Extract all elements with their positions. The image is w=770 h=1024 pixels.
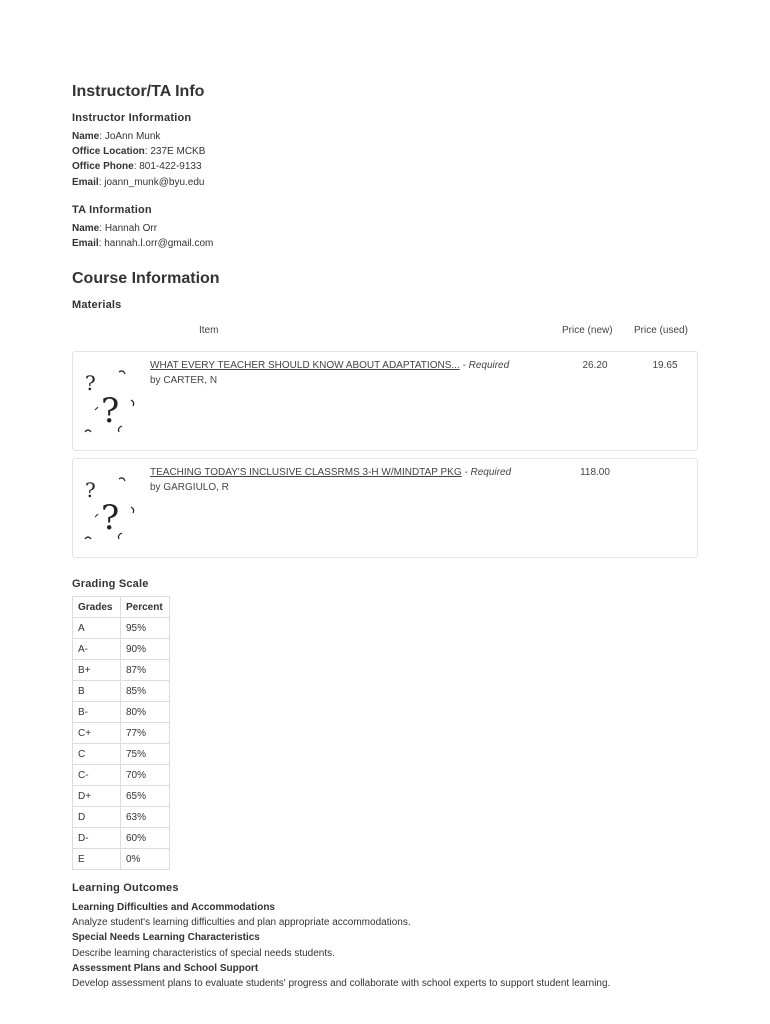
- grading-scale-table: [72, 596, 170, 870]
- material-title-link[interactable]: TEACHING TODAY'S INCLUSIVE CLASSRMS 3-H W/MINDTAP PKG: [150, 467, 462, 478]
- svg-text:?: ?: [101, 391, 120, 431]
- table-row: [73, 702, 170, 723]
- table-row: [73, 660, 170, 681]
- email-label: Email: [72, 177, 99, 188]
- grade-cell: D-: [73, 828, 121, 849]
- grade-cell: A-: [73, 639, 121, 660]
- ta-email: hannah.l.orr@gmail.com: [104, 238, 214, 249]
- table-row: [73, 639, 170, 660]
- grade-cell: C+: [73, 723, 121, 744]
- grade-cell: C-: [73, 765, 121, 786]
- missing-image-icon: [83, 360, 143, 436]
- table-row: [73, 681, 170, 702]
- instructor-office-line: Office Location: 237E MCKB: [72, 146, 206, 157]
- material-author: by CARTER, N: [150, 375, 218, 386]
- instructor-name-line: Name: JoAnn Munk: [72, 131, 161, 142]
- ta-name-line: Name: Hannah Orr: [72, 223, 158, 234]
- material-title-link[interactable]: WHAT EVERY TEACHER SHOULD KNOW ABOUT ADAPTATIONS...: [150, 360, 460, 371]
- grade-cell: D+: [73, 786, 121, 807]
- instructor-phone: 801-422-9133: [139, 161, 202, 172]
- office-phone-label: Office Phone: [72, 161, 134, 172]
- svg-text:?: ?: [85, 371, 96, 395]
- ta-name: Hannah Orr: [104, 223, 158, 234]
- percent-cell: 65%: [121, 786, 170, 807]
- percent-cell: 77%: [121, 723, 170, 744]
- percent-cell: 63%: [121, 807, 170, 828]
- instructor-email: joann_munk@byu.edu: [104, 177, 205, 188]
- email-label: Email: [72, 238, 99, 249]
- material-price-new: 26.20: [582, 360, 608, 371]
- percent-cell: 85%: [121, 681, 170, 702]
- missing-image-icon: [83, 467, 143, 543]
- material-item: [72, 458, 698, 558]
- instructor-office: 237E MCKB: [150, 146, 206, 157]
- percent-cell: 90%: [121, 639, 170, 660]
- course-info-heading: Course Information: [72, 270, 220, 287]
- instructor-info-heading: Instructor Information: [72, 112, 192, 124]
- grade-cell: C: [73, 744, 121, 765]
- percent-cell: 87%: [121, 660, 170, 681]
- materials-col-item: Item: [199, 325, 219, 336]
- table-row: [73, 744, 170, 765]
- col-percent: Percent: [121, 597, 170, 618]
- grade-cell: A: [73, 618, 121, 639]
- col-grades: Grades: [73, 597, 121, 618]
- material-price-new: 118.00: [580, 467, 610, 478]
- required-label: - Required: [462, 360, 510, 371]
- instructor-ta-heading: Instructor/TA Info: [72, 83, 205, 100]
- table-row: [73, 849, 170, 870]
- material-author: by GARGIULO, R: [150, 482, 229, 493]
- svg-text:?: ?: [85, 478, 96, 502]
- table-row: [73, 618, 170, 639]
- table-row: [73, 828, 170, 849]
- outcome-description: Develop assessment plans to evaluate students' progress and collaborate with school experts to support student learning.: [72, 978, 611, 989]
- material-price-used: 19.65: [652, 360, 678, 371]
- materials-col-price-used: Price (used): [634, 325, 688, 336]
- materials-heading: Materials: [72, 299, 122, 311]
- grade-cell: B+: [73, 660, 121, 681]
- outcome-description: Analyze student's learning difficulties and plan appropriate accommodations.: [72, 917, 411, 928]
- outcome-title: Special Needs Learning Characteristics: [72, 932, 260, 943]
- material-title-line: [150, 467, 511, 478]
- percent-cell: 80%: [121, 702, 170, 723]
- name-label: Name: [72, 223, 100, 234]
- svg-text:?: ?: [101, 498, 120, 538]
- table-row: [73, 807, 170, 828]
- percent-cell: 95%: [121, 618, 170, 639]
- percent-cell: 60%: [121, 828, 170, 849]
- outcome-description: Describe learning characteristics of special needs students.: [72, 948, 335, 959]
- outcome-title: Learning Difficulties and Accommodations: [72, 902, 275, 913]
- grading-scale-heading: Grading Scale: [72, 578, 149, 590]
- outcome-title: Assessment Plans and School Support: [72, 963, 259, 974]
- ta-info-heading: TA Information: [72, 204, 152, 216]
- ta-email-line: Email: hannah.l.orr@gmail.com: [72, 238, 214, 249]
- material-title-line: [150, 360, 509, 371]
- table-row: [73, 786, 170, 807]
- table-header-row: [73, 597, 170, 618]
- instructor-email-line: Email: joann_munk@byu.edu: [72, 177, 205, 188]
- office-location-label: Office Location: [72, 146, 145, 157]
- grade-cell: E: [73, 849, 121, 870]
- name-label: Name: [72, 131, 100, 142]
- percent-cell: 70%: [121, 765, 170, 786]
- instructor-name: JoAnn Munk: [104, 131, 161, 142]
- materials-col-price-new: Price (new): [562, 325, 613, 336]
- grade-cell: B: [73, 681, 121, 702]
- required-label: - Required: [464, 467, 512, 478]
- grade-cell: D: [73, 807, 121, 828]
- instructor-phone-line: Office Phone: 801-422-9133: [72, 161, 202, 172]
- grade-cell: B-: [73, 702, 121, 723]
- table-row: [73, 765, 170, 786]
- material-item: [72, 351, 698, 451]
- learning-outcomes-heading: Learning Outcomes: [72, 882, 179, 894]
- percent-cell: 75%: [121, 744, 170, 765]
- table-row: [73, 723, 170, 744]
- percent-cell: 0%: [121, 849, 170, 870]
